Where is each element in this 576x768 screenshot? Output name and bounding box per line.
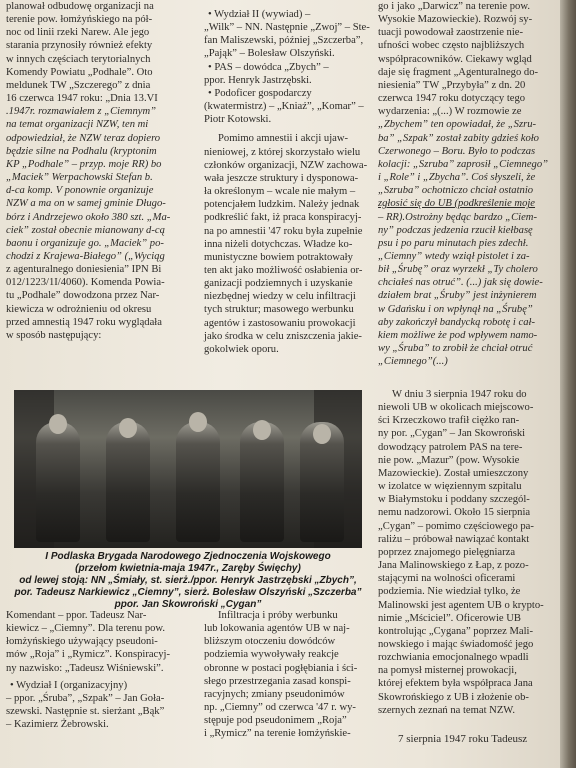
text-line: szernych zeznań na temat NZW. — [378, 704, 515, 716]
text-line: tuacji powodował zaostrzenie nie- — [378, 27, 524, 39]
text-line: dowodzący patrolem PAS na tere- — [378, 441, 523, 453]
soldier-head — [119, 418, 137, 438]
text-line: z agenturalnego doniesienia” IPN Bi — [6, 264, 162, 276]
text-line: (kwatermistrz) – „Kniaź”, „Komar” – — [204, 101, 364, 113]
text-line: poprzez znajomego pielęgniarza — [378, 546, 516, 558]
text-line: wała jeszcze struktury i dysponowa- — [204, 172, 359, 184]
text-line: Komendant – ppor. Tadeusz Nar- — [6, 610, 147, 621]
text-line: Wysokie Mazowieckie). Rozwój sy- — [378, 14, 533, 26]
column-3-last-line — [398, 733, 548, 746]
text-line: meldunek TW „Szczerego” z dnia — [6, 79, 151, 91]
text-line: Komendy Powiatu „Podhale”. Oto — [6, 66, 153, 78]
text-line: będzie silne na Podhalu (kryptonim — [6, 145, 157, 157]
text-line: w izolatce w więziennym szpitalu — [378, 481, 522, 493]
text-line: ba” „Szpak” został zabity gdzieś koło — [378, 132, 539, 144]
text-line: 7 sierpnia 1947 roku Tadeusz — [398, 733, 528, 745]
page-edge-shadow — [560, 0, 576, 768]
text-line: Piotr Kotowski. — [204, 114, 272, 126]
column-1-bottom-text — [6, 609, 198, 731]
text-line: – RR).Ostrożny będąc bardzo „Ciem- — [378, 211, 537, 223]
text-line: niewoli UB w okolicach miejscowo- — [378, 402, 534, 414]
text-line: tych struktur; masowego werbunku — [204, 304, 354, 316]
text-line: której efektem była współpraca Jana — [378, 678, 533, 690]
text-line: Malinowski jest agentem UB o krypto- — [378, 599, 544, 611]
text-line: czerwca 1947 roku dotyczący tego — [378, 93, 526, 105]
caption-line: I Podlaska Brygada Narodowego Zjednoczenia Wojskowego — [45, 551, 331, 562]
text-line: „Zbychem” ten opowiadał, że „Szru- — [378, 119, 537, 131]
text-line: .1947r. rozmawiałem z „Ciemnym” — [6, 106, 156, 118]
text-line: na pomysł misternej prowokacji, — [378, 665, 517, 677]
column-1-top-text — [6, 0, 198, 342]
text-line: bił „Śrubę” oraz wyrzekł „Ty cholero — [378, 264, 538, 276]
text-line: noc od linii rzeki Narew. Ale jego — [6, 27, 150, 39]
text-line: fan Maliszewski, później „Szczerba”, — [204, 35, 364, 47]
caption-line: ppor. Jan Skowroński „Cygan” — [114, 599, 262, 610]
text-line: mów „Roja” i „Rymicz”. Konspiracyj- — [6, 649, 171, 661]
text-line: na po amnestii '47 roku była zupełnie — [204, 225, 363, 237]
caption-line: (przełom kwietnia-maja 1947r., Zaręby Święchy) — [75, 563, 301, 574]
text-line: „Wilk” – NN. Następnie „Zwoj” – Ste- — [204, 22, 370, 34]
soldier-head — [313, 424, 331, 444]
caption-line: por. Tadeusz Narkiewicz „Ciemny”, sierż. Bolesław Olszyński „Szczerba” — [14, 587, 362, 598]
paragraph-start: Infiltracja i próby werbunku — [218, 610, 338, 621]
soldier-figure — [36, 422, 80, 542]
column-2-top-text — [204, 8, 370, 356]
list-item: • Podoficer gospodarczy — [208, 87, 312, 99]
text-line: ufności wobec często najbliższych — [378, 40, 525, 52]
soldier-figure — [176, 422, 220, 542]
text-line: słego przestrzegania zasad konspi- — [204, 675, 351, 687]
text-line: stającymi na wolności oficerami — [378, 573, 516, 585]
text-line: zgłosić się do UB (podkreślenie moje — [378, 198, 536, 210]
text-line: niezbędnej wiedzy w celu infiltracji — [204, 291, 356, 303]
text-line: KP „Podhale” – przyp. moje RR) bo — [6, 158, 162, 170]
text-line: np. „Ciemny” od czerwca '47 r. wy- — [204, 702, 356, 714]
text-line: racyjnych; zmiany pseudonimów — [204, 688, 345, 700]
text-line: kiewicz – „Ciemny”. Dla terenu pow. — [6, 623, 166, 635]
text-line: Skowrońskiego z UB i złożenie ob- — [378, 691, 529, 703]
text-line: ppor. Henryk Jastrzębski. — [204, 74, 312, 86]
text-line: aby zakończył bandycką robotę i cał- — [378, 316, 535, 328]
text-line: ten akt jako możliwość osłabienia or- — [204, 264, 363, 276]
text-line: NZW a ma on w samej gminie Długo- — [6, 198, 166, 210]
text-line: Czerwonego – Boru. Było to podczas — [378, 145, 536, 157]
soldier-figure — [106, 422, 150, 542]
text-line: chciałeś nas otruć”. (...) jak się dowie- — [378, 277, 543, 289]
soldier-head — [253, 420, 271, 440]
text-line: w Gdańsku i on wpłynął na „Śrubę” — [378, 303, 533, 315]
text-line: stępuje pod pseudonimem „Roja” — [204, 715, 347, 727]
text-line: jako środka w celu zniszczenia jakie- — [204, 330, 362, 342]
soldier-head — [49, 414, 67, 434]
text-line: na temat organizacji NZW, ten mi — [6, 119, 149, 131]
historical-photo — [14, 390, 362, 548]
text-line: bliższym otoczeniu dowódców — [204, 636, 336, 648]
caption-line: od lewej stoją: NN „Śmiały, st. sierż./ppor. Henryk Jastrzębski „Zbych”, — [19, 575, 357, 586]
text-line: odpowiedział, że NZW teraz dopiero — [6, 132, 161, 144]
text-line: nemu nadzorowi. Około 15 sierpnia — [378, 507, 531, 519]
text-line: nie pow. „Mazur” (pow. Wysokie — [378, 454, 520, 466]
text-line: tu „Podhale” dowodzona przez Nar- — [6, 290, 160, 302]
text-line: baonu i organizuje go. „Maciek” po- — [6, 237, 164, 249]
text-line: wy „Śruba” to zrobił że chciał otruć — [378, 343, 533, 355]
text-line: kontrolując „Cygana” poprzez Mali- — [378, 625, 534, 637]
paragraph-start: W dniu 3 sierpnia 1947 roku do — [392, 389, 527, 400]
text-line: szewski. Następnie st. sierżant „Bąk” — [6, 706, 165, 718]
text-line: „Szruba” ochotniczo chciał ostatnio — [378, 185, 534, 197]
text-line: nowskiego i mając świadomość jego — [378, 638, 534, 650]
text-line: daje się fragment „Agenturalnego do- — [378, 66, 539, 78]
text-line: gokolwiek oporu. — [204, 343, 279, 355]
text-line: w Białymstoku i poddany szczegól- — [378, 494, 530, 506]
list-item: • PAS – dowódca „Zbych” – — [208, 61, 329, 73]
column-3-top-text — [378, 0, 548, 368]
text-line: psu i po paru minutach pies zdechł. — [378, 237, 529, 249]
column-3-bottom-text — [378, 388, 548, 717]
text-line: i „Role” i „Zbycha”. Coś słyszeli, że — [378, 172, 536, 184]
text-line: Mazowieckie). Został umieszczony — [378, 467, 529, 479]
text-line: kolacji: „Szruba” zaprosił „Ciemnego” — [378, 158, 549, 170]
text-line: chodzi z Krajewa-Białego” („Wyciąg — [6, 250, 165, 262]
text-line: nimie „Mściciel”. Oficerowie UB — [378, 612, 521, 624]
text-line: planował odbudowę organizacji na — [6, 1, 154, 12]
text-line: lub lokowania agentów UB w naj- — [204, 623, 350, 635]
text-line: i „Rymicz” na terenie łomżyńskie- — [204, 728, 351, 740]
text-line: w sposób następujący: — [6, 329, 102, 341]
list-item: • Wydział II (wywiad) – — [208, 9, 311, 20]
text-line: rozchwiania emocjonalnego wpadli — [378, 652, 529, 664]
text-line: współpracowników. Ciekawy wgląd — [378, 53, 532, 65]
text-line: munistyczne bowiem potraktowały — [204, 251, 353, 263]
text-line: potencjałem ludzkim. Należy jednak — [204, 199, 360, 211]
text-line: niesienia” TW „Przybyła” z dn. 20 — [378, 79, 526, 91]
text-line: podziemia wywoływały reakcje — [204, 649, 339, 661]
paragraph-start: Pomimo amnestii i akcji ujaw- — [218, 133, 349, 145]
text-line: „Cygan” – pomimo częściowego pa- — [378, 520, 534, 532]
text-line: ści Krzeczkowo trafił ciężko ran- — [378, 415, 520, 427]
text-line: ny por. „Cygan” – Jan Skowroński — [378, 428, 526, 440]
text-line: wydarzenia: „(...) W rozmowie ze — [378, 106, 522, 118]
text-line: kiewicza w odrożnieniu od okresu — [6, 303, 152, 315]
text-line: starania przynosiły również efekty — [6, 40, 153, 52]
text-line: ciek” został obecnie mianowany d-cą — [6, 224, 165, 236]
soldier-figure — [240, 422, 284, 542]
text-line: – Kazimierz Żebrowski. — [6, 719, 109, 731]
text-line: ny nazwisko: „Tadeusz Wiśniewski”. — [6, 662, 164, 674]
soldier-head — [189, 412, 207, 432]
text-line: nieniowej, z której skorzystało wielu — [204, 146, 361, 158]
column-2-bottom-text — [204, 609, 368, 741]
text-line: Jana Malinowskiego z Łap, z pozo- — [378, 560, 529, 572]
text-line: przed amnestią 1947 roku wyglądała — [6, 316, 162, 328]
list-item: • Wydział I (organizacyjny) — [10, 679, 128, 691]
text-line: inna niżeli dotychczas. Władze ko- — [204, 238, 353, 250]
text-line: agentów i zastosowaniu prowokacji — [204, 317, 356, 329]
text-line: ła określonym – wcale nie małym – — [204, 186, 356, 198]
text-line: podkreślić fakt, iż praca konspiracyj- — [204, 212, 362, 224]
photo-caption — [4, 551, 372, 611]
text-line: ganizacji podziemnych i uzyskanie — [204, 278, 353, 290]
text-line: „Ciemny” wtedy wziął pistolet i za- — [378, 250, 530, 262]
text-line: ny” podczas jedzenia rzucił kiełbasę — [378, 224, 533, 236]
text-line: w innych częściach terytorialnych — [6, 53, 151, 65]
text-line: „Ciemnego”(...) — [378, 356, 448, 368]
text-line: bórz i Andrzejewo około 380 szt. „Ma- — [6, 211, 171, 223]
text-line: go i jako „Darwicz” na terenie pow. — [378, 1, 530, 12]
text-line: działem brat „Śruby” jest inżynierem — [378, 290, 537, 302]
text-line: obronne w postaci pogłębiania i ści- — [204, 662, 358, 674]
text-line: 16 czerwca 1947 roku: „Dnia 13.VI — [6, 93, 158, 105]
text-line: 012/1223/1I/4060). Komenda Powia- — [6, 277, 165, 289]
text-line: kiem możliwe że pod wpływem namo- — [378, 329, 538, 341]
text-line: „Maciek” Werpachowski Stefan b. — [6, 172, 153, 184]
text-line: d-ca komp. V ponownie organizuje — [6, 185, 154, 197]
text-line: terenie pow. łomżyńskiego na pół- — [6, 14, 153, 26]
text-line: podziemia. Nie wiedział tylko, że — [378, 586, 521, 598]
text-line: członków organizacji, NZW zachowa- — [204, 159, 368, 171]
text-line: raliżu – próbował nawiązać kontakt — [378, 533, 530, 545]
text-line: łomżyńskiego używający pseudoni- — [6, 636, 158, 648]
text-line: – ppor. „Śruba”, „Szpak” – Jan Goła- — [6, 692, 165, 704]
text-line: „Pająk” – Bolesław Olszyński. — [204, 48, 335, 60]
